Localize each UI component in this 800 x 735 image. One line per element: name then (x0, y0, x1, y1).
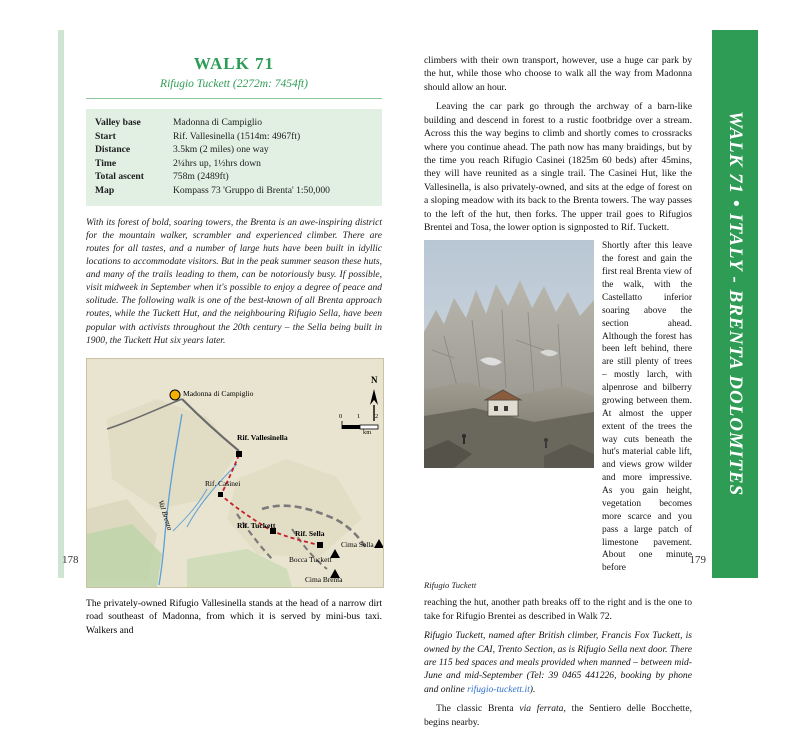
map-label-madonna: Madonna di Campiglio (183, 388, 254, 398)
info-key: Valley base (95, 117, 141, 128)
final-text-pre: The classic Brenta (436, 703, 520, 715)
final-text-italic: via ferrata (519, 703, 564, 715)
body-paragraph-3: Shortly after this leave the forest and gain the first real Brenta view of the walk, with the Castellatto inferior soaring above the section ahead. Although the forest has been left behind, there are still plenty of trees – mostly larch, with alpenrose and bilberry growing between them. At almost the upper extent of the trees the way cuts beneath the hut's material cable lift, and views grow wilder and more impressive. As you gain height, vegetation becomes more scarce and you pass a large patch of limestone pavement. About one minute before (602, 241, 692, 574)
map-north-label: N (371, 374, 378, 385)
photo-graphic (424, 240, 594, 468)
map-scale-tick-2: 2 (375, 412, 379, 420)
map-label-sella: Rif. Sella (295, 528, 325, 538)
edge-tab-label: WALK 71 • ITALY - BRENTA DOLOMITES (725, 111, 746, 497)
info-key: Total ascent (95, 171, 144, 183)
map-label-vallesinella: Rif. Vallesinella (237, 432, 288, 442)
folio-left: 178 (62, 554, 79, 566)
info-key: Map (95, 185, 115, 197)
left-page (58, 30, 412, 636)
map-label-cima-sella: Cima Sella (341, 539, 374, 549)
page-title: WALK 71 (193, 54, 275, 73)
info-value: Kompass 73 'Gruppo di Brenta' 1:50,000 (173, 185, 330, 197)
map-scale-unit: km (363, 428, 372, 436)
photo-and-wrap-block (424, 240, 692, 580)
info-value: Madonna di Campiglio (173, 117, 262, 128)
info-row (95, 130, 373, 144)
folio-right: 179 (689, 554, 706, 566)
intro-paragraph: With its forest of bold, soaring towers, the Brenta is an awe-inspiring district for the mountain walker, scrambler and experienced climber. There are routes for all tastes, and a number of large huts have been built in idyllic locations to accommodate visitors. But in the peak summer season these huts, and many of the trails leading to them, can be notoriously busy. If possible, visit midweek in September when it's possible to enjoy a degree of peace and solitude. The following walk is one of the best-known of all Brenta approach routes, while the Tuckett Hut, and the neighbouring Rifugio Sella, have been popular with activists throughout the 20th century – the Sella being built in 1900, the Tuckett Hut six years later. (86, 217, 382, 346)
left-page-footer-text: The privately-owned Rifugio Vallesinella stands at the head of a narrow dirt road southeast of Madonna, from which it is served by mini-bus taxi. Walkers and (86, 597, 382, 636)
info-row (95, 157, 373, 171)
body-paragraph-1: climbers with their own transport, however, use a huge car park by the hut, while those who choose to walk all the way from Madonna should allow an hour. (424, 55, 692, 93)
wrapped-text-column (602, 240, 692, 580)
map-scale-tick-0: 0 (339, 412, 343, 420)
book-spread (58, 30, 758, 728)
info-key: Time (95, 157, 117, 169)
map-scale-tick-1: 1 (357, 412, 361, 420)
info-key: Distance (95, 144, 131, 156)
map-label-cima-brenta: Cima Brenta (305, 574, 343, 584)
photo-rifugio-tuckett (424, 240, 594, 468)
info-key: Start (95, 130, 116, 142)
info-value: 2¼hrs up, 1½hrs down (173, 157, 261, 169)
note-text-post: ). (529, 683, 536, 695)
body-paragraph-2: Leaving the car park go through the archway of a barn-like building and descend in forest to a rustic footbridge over a stream. Across this the way begins to climb and shortly comes to crossracks where you continue ahead. The path now has many braidings, but by the time you reach Rifugio Casinei (1825m 60 beds) after 45mins, they will have reunited as a single trail. The Casinei Hut, like the Vallesinella, is also privately-owned, and sits at the edge of forest on a sloping meadow with its back to the Brenta towers. The way passes to the left of the hut, then forks. The upper trail goes to Rifugios Brentei and Tosa, the lower option is signposted to Rif. Tuckett. (424, 101, 692, 234)
route-map (86, 358, 384, 588)
body-paragraph-4: reaching the hut, another path breaks off to the right and is the one to take for Rifugio Brentei as described in Walk 72. (424, 597, 692, 622)
final-paragraph (424, 702, 692, 729)
right-page (414, 30, 758, 728)
map-label-tuckett: Rif. Tuckett (237, 520, 276, 530)
info-row (95, 184, 373, 198)
info-value: 3.5km (2 miles) one way (173, 144, 269, 156)
page-subtitle: Rifugio Tuckett (2272m: 7454ft) (160, 78, 308, 90)
info-row (95, 116, 373, 130)
left-page-content (86, 54, 382, 637)
info-value: 758m (2489ft) (173, 171, 229, 183)
right-page-content (424, 54, 692, 735)
info-value: Rif. Vallesinella (1514m: 4967ft) (173, 130, 301, 142)
map-label-casinei: Rif. Casinei (205, 478, 241, 488)
map-label-val-brenta: Val Brenta (156, 498, 175, 532)
note-link[interactable]: rifugio-tuckett.it (467, 683, 530, 695)
photo-caption: Rifugio Tuckett (424, 580, 477, 591)
info-row (95, 170, 373, 184)
info-row (95, 143, 373, 157)
title-divider (86, 98, 382, 99)
note-paragraph (424, 629, 692, 696)
final-text-post: , the Sentiero delle Bocchette, begins nearby. (424, 703, 692, 728)
map-label-bocca-tuckett: Bocca Tuckett (289, 554, 332, 564)
walk-info-box (86, 109, 382, 206)
note-text-pre: Rifugio Tuckett, named after British climber, Francis Fox Tuckett, is owned by the CAI, Trento Section, as is Rifugio Sella next door. There are 115 bed spaces and meals provided when manned – between mid-June and mid-September (Tel: 39 0465 441226, booking by phone and online (424, 630, 692, 695)
